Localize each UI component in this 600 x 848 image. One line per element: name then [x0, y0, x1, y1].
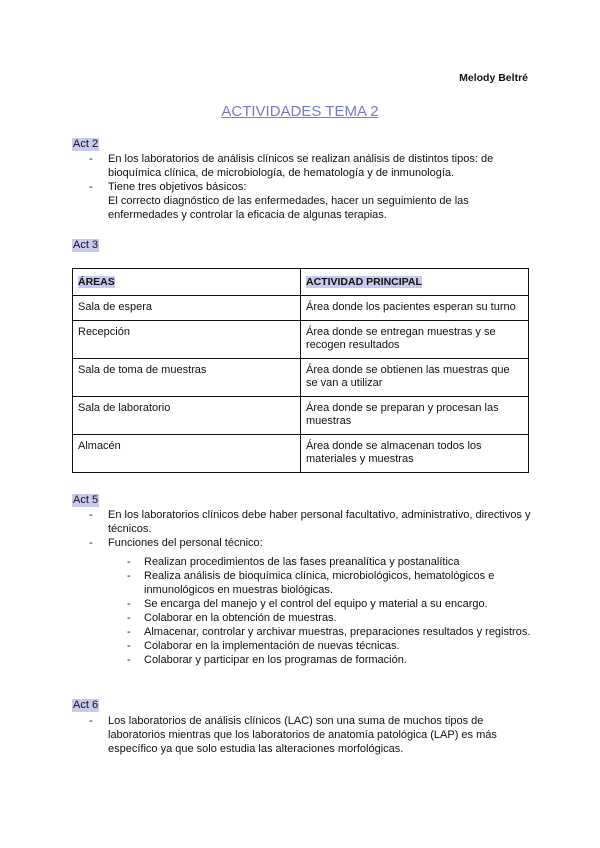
act3-label: Act 3: [73, 239, 99, 251]
list-item: - Realiza análisis de bioquímica clínica, microbiológicos, hematológicos e inmunológicos en muestras biológicas.: [72, 569, 532, 597]
list-item: - En los laboratorios de análisis clínicos se realizan análisis de distintos tipos: de bioquímica clínica, de microbiología, de hematología y de inmunología.: [72, 152, 532, 180]
act2-list: [72, 152, 532, 194]
table-cell: Área donde los pacientes esperan su turno: [301, 296, 529, 321]
act6-label: Act 6: [73, 699, 99, 711]
table-row: [73, 321, 529, 359]
table-cell: Sala de espera: [73, 296, 301, 321]
list-item: - Colaborar en la obtención de muestras.: [72, 611, 532, 625]
list-item: - Tiene tres objetivos básicos:: [72, 180, 532, 194]
table-row: [73, 359, 529, 397]
act2-objectives-text: El correcto diagnóstico de las enfermedades, hacer un seguimiento de las enfermedades y controlar la eficacia de algunas terapias.: [108, 195, 469, 221]
list-item: - Se encarga del manejo y el control del equipo y material a su encargo.: [72, 597, 532, 611]
table-row: [73, 435, 529, 473]
list-item: - Almacenar, controlar y archivar muestras, preparaciones resultados y registros.: [72, 625, 532, 639]
act6-list: [72, 714, 532, 756]
table-cell: Área donde se entregan muestras y se recogen resultados: [301, 321, 529, 359]
list-item: - Realizan procedimientos de las fases preanalítica y postanalítica: [72, 555, 532, 569]
table-row: [73, 397, 529, 435]
table-cell: Recepción: [73, 321, 301, 359]
list-item: - Los laboratorios de análisis clínicos (LAC) son una suma de muchos tipos de laboratorios mientras que los laboratorios de anatomía patológica (LAP) es más específico ya que solo estudia las alteraciones morfológicas.: [72, 714, 532, 756]
table-cell: Sala de laboratorio: [73, 397, 301, 435]
table-header-areas: ÁREAS: [73, 269, 301, 296]
list-item: - Colaborar y participar en los programas de formación.: [72, 653, 532, 667]
list-item: - Funciones del personal técnico:: [72, 536, 532, 550]
table-row: [73, 296, 529, 321]
table-header-row: [73, 269, 529, 296]
table-cell: Área donde se preparan y procesan las muestras: [301, 397, 529, 435]
list-item: - En los laboratorios clínicos debe haber personal facultativo, administrativo, directivos y técnicos.: [72, 508, 532, 536]
table-cell: Sala de toma de muestras: [73, 359, 301, 397]
act5-list: [72, 508, 532, 550]
author-name: Melody Beltré: [459, 72, 528, 84]
table-cell: Área donde se obtienen las muestras que se van a utilizar: [301, 359, 529, 397]
page-title: ACTIVIDADES TEMA 2: [221, 103, 379, 120]
table-header-activity: ACTIVIDAD PRINCIPAL: [301, 269, 529, 296]
technician-functions-list: [72, 555, 532, 667]
act5-label: Act 5: [73, 494, 99, 506]
table-cell: Almacén: [73, 435, 301, 473]
list-item: - Colaborar en la implementación de nuevas técnicas.: [72, 639, 532, 653]
act2-label: Act 2: [73, 138, 99, 150]
table-cell: Área donde se almacenan todos los materiales y muestras: [301, 435, 529, 473]
areas-table: [72, 268, 529, 473]
